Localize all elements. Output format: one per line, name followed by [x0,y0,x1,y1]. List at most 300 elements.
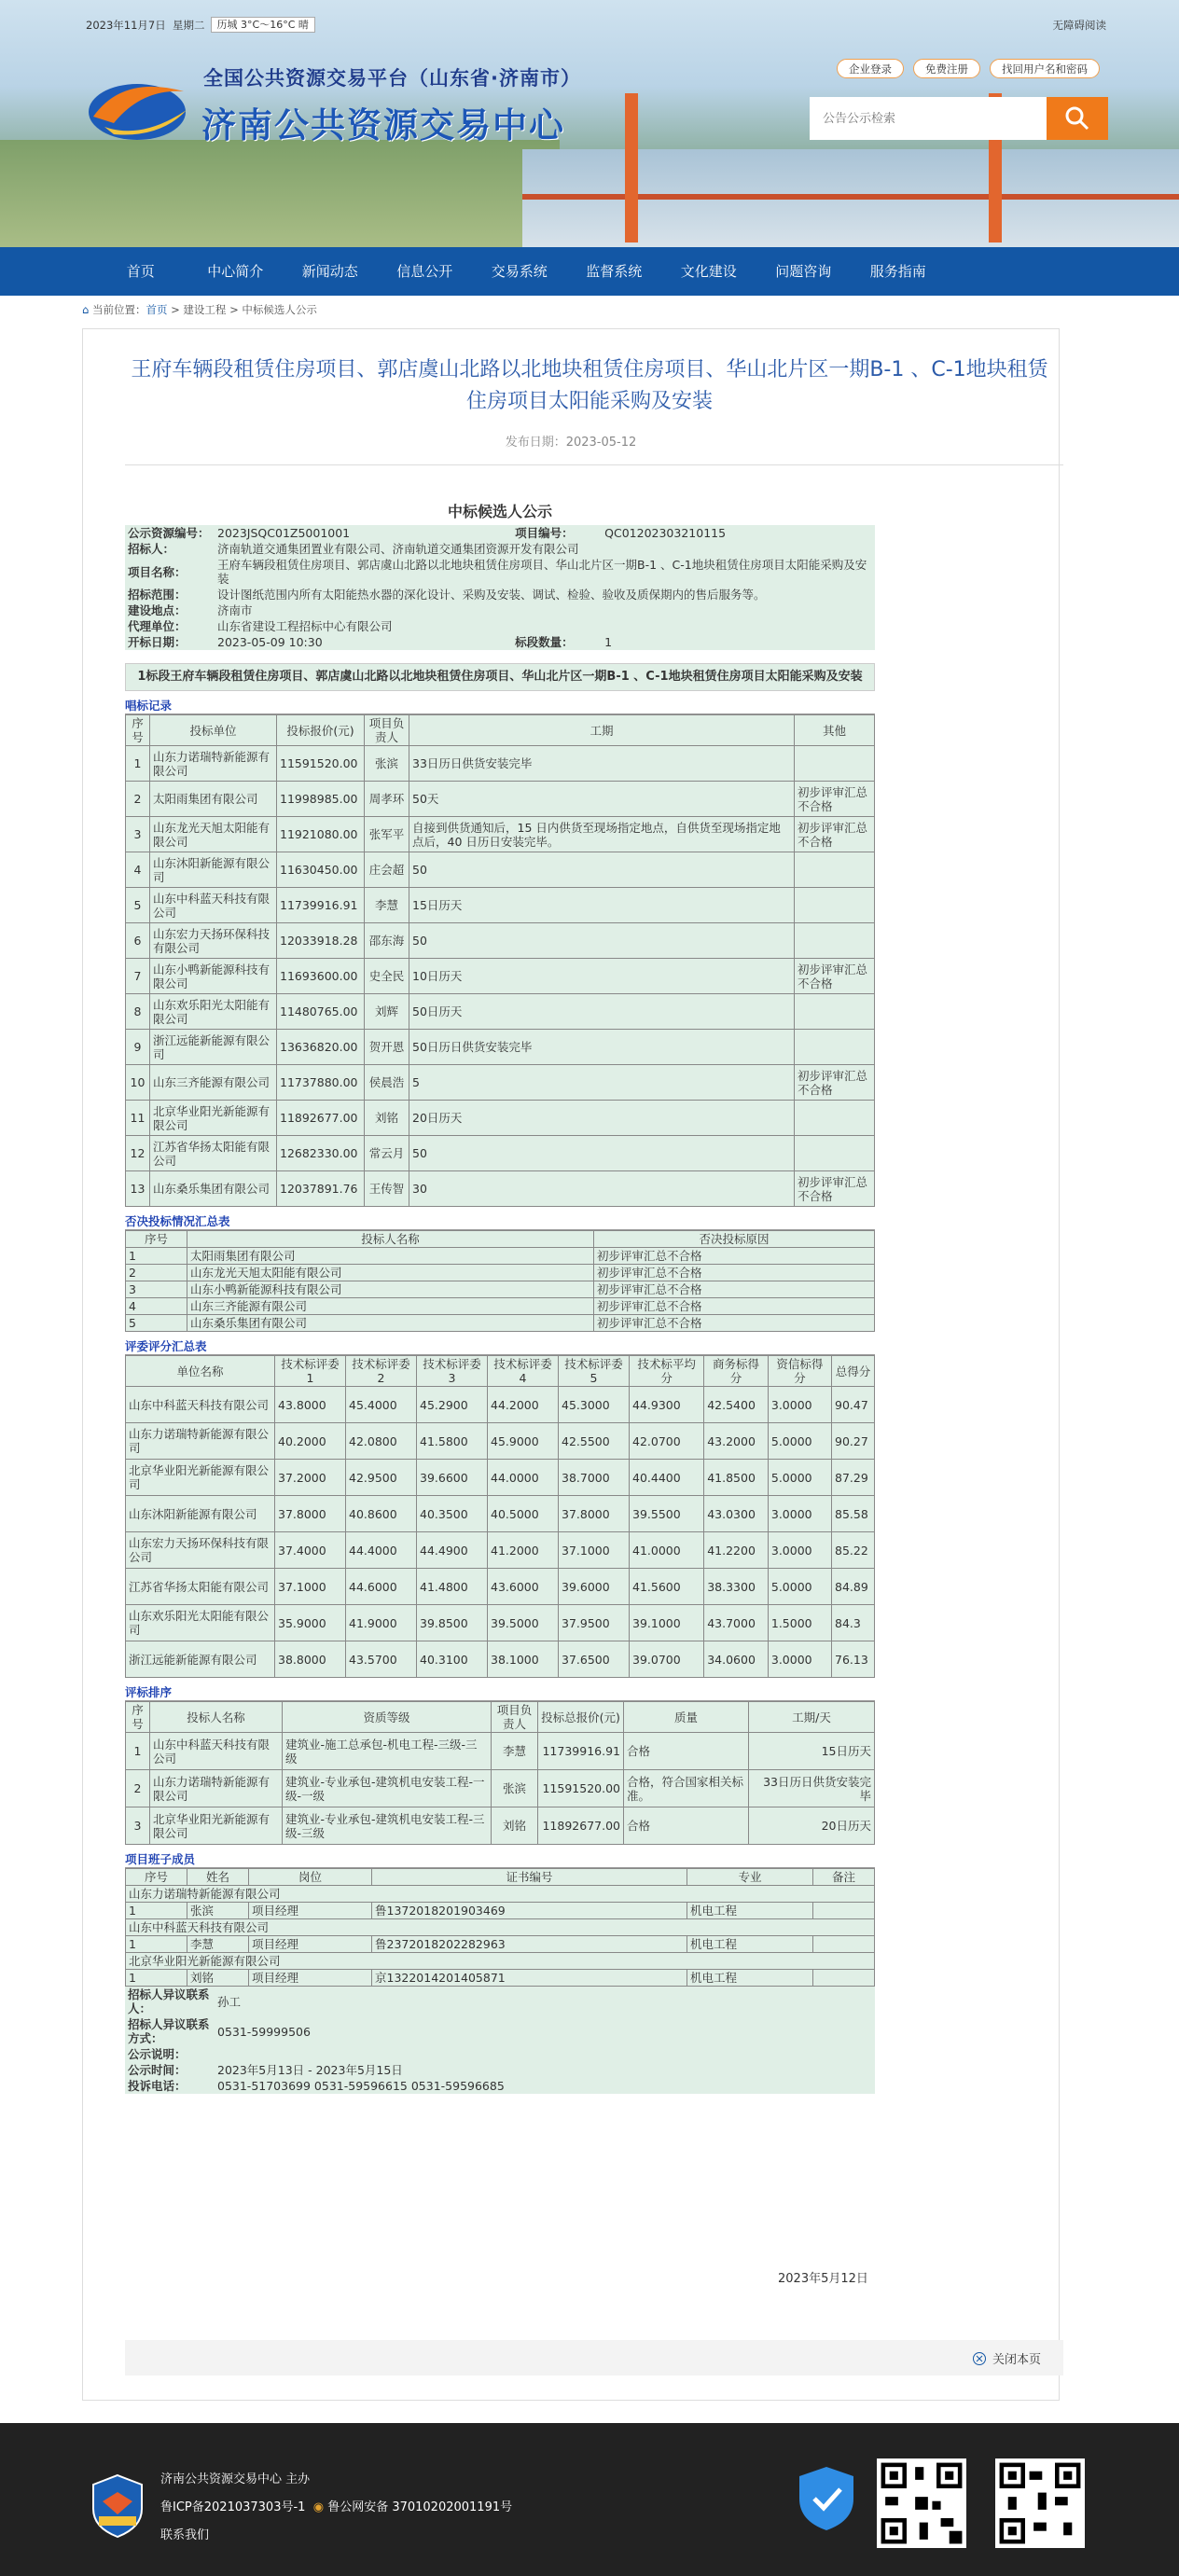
table-row [126,1136,875,1171]
nav-culture[interactable]: 文化建设 [680,263,737,280]
main-nav [0,247,1179,296]
bid-opening-title: 唱标记录 [125,697,875,714]
table-cell: 邵东海 [365,923,409,959]
breadcrumb-home[interactable]: 首页 [146,303,168,316]
note-value [215,2046,875,2062]
table-cell: 85.58 [832,1496,875,1532]
table-cell: 北京华业阳光新能源有限公司 [126,1460,275,1496]
table-cell: 45.4000 [346,1387,417,1423]
table-row [126,1970,875,1987]
objection-phone-label: 招标人异议联系方式： [128,2017,210,2045]
table-cell: 山东沐阳新能源有限公司 [150,852,277,888]
company-name: 山东中科蓝天科技有限公司 [126,1919,875,1936]
table-cell: 38.1000 [488,1641,559,1678]
close-bar [125,2340,1063,2375]
table-cell: 11921080.00 [277,817,365,852]
objection-contact-value: 孙工 [217,1994,242,2009]
table-cell: 3.0000 [768,1496,831,1532]
company-name: 北京华业阳光新能源有限公司 [126,1953,875,1970]
table-row [126,1605,875,1641]
footer-text [160,2466,512,2550]
table-cell: 山东小鸭新能源科技有限公司 [187,1281,594,1298]
table-cell: 11739916.91 [277,888,365,923]
contact-info-table [125,1987,875,2094]
table-cell: 初步评审汇总不合格 [795,959,875,994]
table-cell: 90.47 [832,1387,875,1423]
table-cell: 机电工程 [687,1936,813,1953]
table-cell: 李慧 [187,1936,249,1953]
table-cell: 1 [126,1970,187,1987]
table-row [126,1298,875,1315]
project-name-label: 项目名称： [128,564,187,579]
complaint-value: 0531-51703699 0531-59596615 0531-59596685 [217,2079,505,2093]
table-cell: 鲁1372018201903469 [372,1903,687,1919]
center-title: 济南公共资源交易中心 [201,105,565,145]
table-cell: 山东力诺瑞特新能源有限公司 [150,1770,283,1807]
table-cell: 刘铭 [187,1970,249,1987]
table-cell: 35.9000 [275,1605,346,1641]
table-cell: 9 [126,1030,150,1065]
table-cell: 39.1000 [630,1605,704,1641]
table-cell: 85.22 [832,1532,875,1569]
search-input[interactable] [810,97,1047,140]
table-row [126,959,875,994]
table-cell: 12 [126,1136,150,1171]
table-row [126,1387,875,1423]
company-row [126,1919,875,1936]
table-cell: 刘辉 [365,994,409,1030]
table-cell: 1 [126,746,150,782]
breadcrumb [82,302,317,317]
table-cell [795,1030,875,1065]
table-cell: 5 [126,1315,187,1332]
table-cell: 43.5700 [346,1641,417,1678]
col-header: 单位名称 [126,1356,275,1387]
table-cell: 山东中科蓝天科技有限公司 [150,1733,283,1770]
table-cell: 刘铭 [492,1807,538,1845]
accessibility-link[interactable]: 无障碍阅读 [1052,19,1106,32]
table-cell: 庄会超 [365,852,409,888]
table-cell: 39.6000 [559,1569,630,1605]
table-cell: 1 [126,1733,150,1770]
table-cell: 鲁2372018202282963 [372,1936,687,1953]
table-cell: 建筑业-专业承包-建筑机电安装工程-一级-一级 [283,1770,492,1807]
table-cell: 5 [126,888,150,923]
table-cell [795,852,875,888]
table-row [126,1641,875,1678]
table-cell: 3 [126,1807,150,1845]
table-cell: 11892677.00 [538,1807,624,1845]
table-cell: 11892677.00 [277,1101,365,1136]
code-value: 2023JSQC01Z5001001 [217,526,351,540]
table-cell: 50 [409,923,795,959]
table-row [126,1423,875,1460]
table-row [126,1770,875,1807]
table-cell: 浙江远能新能源有限公司 [126,1641,275,1678]
table-cell: 11591520.00 [277,746,365,782]
nav-trading[interactable]: 交易系统 [491,263,548,280]
table-cell: 11693600.00 [277,959,365,994]
search-button[interactable] [1047,97,1108,140]
col-header: 项目负责人 [365,715,409,746]
table-cell: 11 [126,1101,150,1136]
table-cell: 初步评审汇总不合格 [795,817,875,852]
table-cell: 自接到供货通知后，15 日内供货至现场指定地点，自供货至现场指定地点后，40 日历日安装完毕。 [409,817,795,852]
table-cell: 87.29 [832,1460,875,1496]
table-cell: 初步评审汇总不合格 [594,1315,875,1332]
table-cell: 山东小鸭新能源科技有限公司 [150,959,277,994]
bid-opening-table [125,714,875,1207]
table-cell: 山东中科蓝天科技有限公司 [126,1387,275,1423]
police-link[interactable]: 鲁公网安备 37010202001191号 [327,2500,513,2514]
col-header: 投标人名称 [187,1231,594,1248]
home-icon: ⌂ [82,303,90,316]
table-cell: 45.2900 [417,1387,488,1423]
col-header: 其他 [795,715,875,746]
table-row [126,1315,875,1332]
table-cell: 3.0000 [768,1532,831,1569]
table-cell: 43.7000 [704,1605,769,1641]
company-name: 山东力诺瑞特新能源有限公司 [126,1886,875,1903]
table-cell: 37.6500 [559,1641,630,1678]
rejected-bids-table [125,1230,875,1332]
table-cell: 39.8500 [417,1605,488,1641]
col-header: 证书编号 [372,1869,687,1886]
table-cell: 37.2000 [275,1460,346,1496]
table-cell: 张军平 [365,817,409,852]
table-cell: 50天 [409,782,795,817]
contact-link[interactable]: 联系我们 [160,2528,210,2542]
table-cell: 山东龙光天旭太阳能有限公司 [150,817,277,852]
table-cell: 初步评审汇总不合格 [795,782,875,817]
table-cell: 41.5600 [630,1569,704,1605]
table-row [126,1903,875,1919]
rejected-bids-title: 否决投标情况汇总表 [125,1212,875,1230]
team-members-table [125,1868,875,1987]
table-row [126,1065,875,1101]
period-label: 公示时间： [128,2063,187,2077]
table-row [126,1460,875,1496]
table-row [126,782,875,817]
table-cell: 机电工程 [687,1970,813,1987]
table-cell: 39.5000 [488,1605,559,1641]
table-cell: 41.2200 [704,1532,769,1569]
table-cell: 12682330.00 [277,1136,365,1171]
table-cell: 刘铭 [365,1101,409,1136]
table-cell: 12037891.76 [277,1171,365,1207]
table-cell [795,888,875,923]
table-cell: 山东中科蓝天科技有限公司 [150,888,277,923]
table-cell: 37.4000 [275,1532,346,1569]
table-cell: 43.8000 [275,1387,346,1423]
table-cell: 4 [126,852,150,888]
table-cell: 张滨 [365,746,409,782]
table-cell: 42.5500 [559,1423,630,1460]
table-cell: 20日历天 [409,1101,795,1136]
table-cell: 山东宏力天扬环保科技有限公司 [150,923,277,959]
table-cell: 建筑业-专业承包-建筑机电安装工程-三级-三级 [283,1807,492,1845]
company-row [126,1886,875,1903]
table-cell: 5.0000 [768,1460,831,1496]
recover-account-link[interactable]: 找回用户名和密码 [990,59,1100,78]
table-cell: 43.0300 [704,1496,769,1532]
page-title: 王府车辆段租赁住房项目、郭店虞山北路以北地块租赁住房项目、华山北片区一期B-1 、C-1地块租赁住房项目太阳能采购及安装 [131,358,1048,413]
table-cell: 50 [409,1136,795,1171]
tenderer-value: 济南轨道交通集团置业有限公司、济南轨道交通集团资源开发有限公司 [217,542,579,556]
table-cell: 3.0000 [768,1387,831,1423]
objection-contact-label: 招标人异议联系人： [128,1987,210,2015]
police-icon: ◉ [312,2500,325,2514]
table-cell: 41.2000 [488,1532,559,1569]
table-cell: 42.0800 [346,1423,417,1460]
col-header: 姓名 [187,1869,249,1886]
col-header: 备注 [813,1869,875,1886]
agent-label: 代理单位： [128,619,187,633]
table-row [126,1171,875,1207]
ranking-table [125,1701,875,1845]
table-cell: 20日历天 [749,1807,875,1845]
proj-no-value: QC01202303210115 [604,526,727,540]
table-cell: 李慧 [492,1733,538,1770]
table-row [126,888,875,923]
table-cell: 42.0700 [630,1423,704,1460]
table-cell: 1 [126,1903,187,1919]
table-cell: 40.4400 [630,1460,704,1496]
table-cell: 11737880.00 [277,1065,365,1101]
weekday: 星期二 [173,18,205,32]
table-cell: 浙江远能新能源有限公司 [150,1030,277,1065]
project-info-table [125,525,875,650]
table-cell: 11630450.00 [277,852,365,888]
banner-field [0,140,560,247]
col-header: 序号 [126,1869,187,1886]
nav-home[interactable]: 首页 [126,263,155,280]
col-header: 否决投标原因 [594,1231,875,1248]
doc-caption: 中标候选人公示 [447,503,552,520]
table-cell: 初步评审汇总不合格 [594,1265,875,1281]
divider [125,464,1063,465]
table-cell: 39.5500 [630,1496,704,1532]
table-row [126,1733,875,1770]
col-header: 序号 [126,1702,150,1733]
table-cell: 11591520.00 [538,1770,624,1807]
table-cell: 1 [126,1936,187,1953]
qr-code-icon [877,2458,966,2548]
table-cell: 山东龙光天旭太阳能有限公司 [187,1265,594,1281]
table-cell: 山东宏力天扬环保科技有限公司 [126,1532,275,1569]
table-cell: 40.3500 [417,1496,488,1532]
score-summary-title: 评委评分汇总表 [125,1337,875,1355]
table-cell: 3.0000 [768,1641,831,1678]
table-cell: 38.7000 [559,1460,630,1496]
team-members-title: 项目班子成员 [125,1850,875,1868]
table-cell: 张滨 [492,1770,538,1807]
table-cell: 初步评审汇总不合格 [795,1065,875,1101]
table-cell: 山东力诺瑞特新能源有限公司 [126,1423,275,1460]
table-cell: 37.8000 [559,1496,630,1532]
table-cell: 13636820.00 [277,1030,365,1065]
table-cell: 84.89 [832,1569,875,1605]
section-heading: 1标段王府车辆段租赁住房项目、郭店虞山北路以北地块租赁住房项目、华山北片区一期B-1 、C-1地块租赁住房项目太阳能采购及安装 [125,663,875,691]
table-cell: 41.5800 [417,1423,488,1460]
nav-consult[interactable]: 问题咨询 [775,263,832,280]
table-cell: 2 [126,782,150,817]
table-cell: 2 [126,1770,150,1807]
table-cell: 42.5400 [704,1387,769,1423]
table-cell: 项目经理 [249,1903,372,1919]
table-cell: 38.3300 [704,1569,769,1605]
table-cell: 项目经理 [249,1936,372,1953]
col-header: 资信标得分 [768,1356,831,1387]
table-cell [795,923,875,959]
company-login-link[interactable]: 企业登录 [837,59,904,78]
table-cell: 合格 [624,1807,749,1845]
breadcrumb-prefix: 当前位置： [91,303,146,316]
table-cell: 34.0600 [704,1641,769,1678]
company-row [126,1953,875,1970]
table-cell: 41.9000 [346,1605,417,1641]
table-row [126,1248,875,1265]
table-cell: 44.4000 [346,1532,417,1569]
project-name-value: 王府车辆段租赁住房项目、郭店虞山北路以北地块租赁住房项目、华山北片区一期B-1 、C-1地块租赁住房项目太阳能采购及安装 [217,558,867,586]
top-info-bar [86,17,315,33]
table-row [126,1807,875,1845]
nav-disclosure[interactable]: 信息公开 [396,263,453,280]
table-cell: 张滨 [187,1903,249,1919]
table-cell: 1 [126,1248,187,1265]
table-cell: 贺开恩 [365,1030,409,1065]
table-cell: 5 [409,1065,795,1101]
nav-guide[interactable]: 服务指南 [869,263,926,280]
table-cell: 39.6600 [417,1460,488,1496]
table-cell: 山东桑乐集团有限公司 [150,1171,277,1207]
table-cell: 43.6000 [488,1569,559,1605]
col-header: 技术标评委3 [417,1356,488,1387]
table-cell: 76.13 [832,1641,875,1678]
table-cell: 太阳雨集团有限公司 [187,1248,594,1265]
table-row [126,817,875,852]
table-cell: 42.9500 [346,1460,417,1496]
table-cell: 侯晨浩 [365,1065,409,1101]
close-page-button[interactable] [972,2349,1041,2367]
banner-bridge-tower [625,93,638,242]
note-label: 公示说明： [128,2047,187,2061]
table-cell: 江苏省华扬太阳能有限公司 [126,1569,275,1605]
col-header: 技术标评委5 [559,1356,630,1387]
register-link[interactable]: 免费注册 [913,59,980,78]
objection-phone-value: 0531-59999506 [217,2024,311,2039]
col-header: 工期 [409,715,795,746]
table-cell: 初步评审汇总不合格 [795,1171,875,1207]
table-cell: 项目经理 [249,1970,372,1987]
table-cell: 33日历日供货安装完毕 [749,1770,875,1807]
table-cell [795,1101,875,1136]
col-header: 投标总报价(元) [538,1702,624,1733]
gov-badge-icon[interactable] [90,2473,146,2539]
table-cell: 史全民 [365,959,409,994]
qr-code-icon [995,2458,1085,2548]
col-header: 投标单位 [150,715,277,746]
table-cell: 10日历天 [409,959,795,994]
account-links [837,59,1100,78]
table-cell [813,1970,875,1987]
close-icon [972,2351,987,2366]
table-cell: 初步评审汇总不合格 [594,1248,875,1265]
table-cell [813,1903,875,1919]
proj-no-label: 项目编号： [515,526,574,540]
publish-date: 发布日期：2023-05-12 [505,436,637,450]
nav-about[interactable]: 中心简介 [207,263,264,280]
banner-bridge-deck [522,194,1179,200]
table-cell: 王传智 [365,1171,409,1207]
col-header: 商务标得分 [704,1356,769,1387]
footer-host: 济南公共资源交易中心 主办 [160,2472,311,2486]
search-box [810,97,1108,140]
table-cell: 初步评审汇总不合格 [594,1298,875,1315]
table-cell: 30 [409,1171,795,1207]
col-header: 投标人名称 [150,1702,283,1733]
table-cell: 山东桑乐集团有限公司 [187,1315,594,1332]
table-row [126,1496,875,1532]
table-cell: 11998985.00 [277,782,365,817]
agent-value: 山东省建设工程招标中心有限公司 [217,619,393,633]
table-cell: 6 [126,923,150,959]
table-cell: 10 [126,1065,150,1101]
table-cell: 40.8600 [346,1496,417,1532]
ranking-title: 评标排序 [125,1683,875,1701]
table-cell: 5.0000 [768,1569,831,1605]
table-cell: 京1322014201405871 [372,1970,687,1987]
table-cell: 44.2000 [488,1387,559,1423]
location-value: 济南市 [217,603,253,617]
platform-title: 全国公共资源交易平台（山东省·济南市） [203,67,581,90]
weather-box: 历城 3°C～16°C 晴 [211,17,315,33]
table-cell: 15日历天 [749,1733,875,1770]
verified-shield-icon[interactable] [798,2465,855,2532]
scope-value: 设计图纸范围内所有太阳能热水器的深化设计、采购及安装、调试、检验、验收及质保期内的售后服务等。 [217,588,766,602]
table-cell: 40.2000 [275,1423,346,1460]
table-cell: 37.8000 [275,1496,346,1532]
nav-news[interactable]: 新闻动态 [301,263,358,280]
col-header: 技术标评委4 [488,1356,559,1387]
table-cell: 44.4900 [417,1532,488,1569]
table-row [126,1030,875,1065]
table-row [126,923,875,959]
table-row [126,1281,875,1298]
table-cell: 40.5000 [488,1496,559,1532]
icp-link[interactable]: 鲁ICP备2021037303号-1 [160,2500,306,2514]
table-cell: 13 [126,1171,150,1207]
table-cell: 4 [126,1298,187,1315]
table-cell: 37.1000 [275,1569,346,1605]
sections-value: 1 [604,635,613,649]
col-header: 技术标评委2 [346,1356,417,1387]
table-cell: 山东力诺瑞特新能源有限公司 [150,746,277,782]
open-date-label: 开标日期： [128,635,187,649]
table-cell: 1.5000 [768,1605,831,1641]
table-cell: 38.8000 [275,1641,346,1678]
search-icon [1063,104,1091,132]
nav-supervision[interactable]: 监督系统 [586,263,643,280]
table-cell: 39.0700 [630,1641,704,1678]
table-cell: 33日历日供货安装完毕 [409,746,795,782]
col-header: 技术标平均分 [630,1356,704,1387]
complaint-label: 投诉电话： [128,2079,187,2093]
table-cell: 北京华业阳光新能源有限公司 [150,1101,277,1136]
table-cell: 7 [126,959,150,994]
table-cell: 合格，符合国家相关标准。 [624,1770,749,1807]
table-cell [795,994,875,1030]
